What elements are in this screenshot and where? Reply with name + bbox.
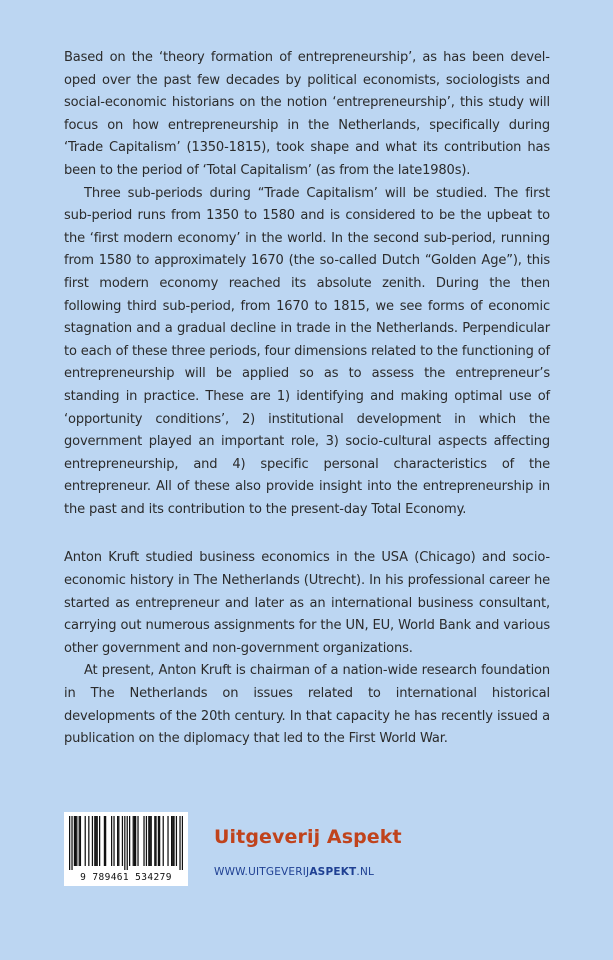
publisher-website[interactable]	[214, 866, 374, 878]
barcode-number: 9 789461 534279	[80, 872, 172, 883]
barcode-bar	[74, 816, 75, 866]
barcode-bar	[80, 816, 81, 866]
summary-paragraph-1: Based on the ‘theory formation of entrepreneurship’, as has been developed over the past few decades by political economists, sociologists and social-economic historians on the notion ‘entrepreneurship’, this study will focus on how entrepreneurship in the Netherlands, specifically during ‘Trade Capitalism’ (1350-1815), took shape and what its contribution has been to the period of ‘Total Capitalism’ (as from the late1980s).	[64, 50, 550, 178]
barcode-bar	[104, 816, 105, 866]
barcode-bar	[79, 816, 80, 866]
barcode-bar	[148, 816, 149, 866]
barcode-bar	[155, 816, 156, 866]
barcode-bar	[159, 816, 160, 866]
barcode-bar	[124, 816, 125, 870]
author-bio-paragraph-2: At present, Anton Kruft is chairman of a nation-wide research foundation in The Netherlands on issues related to international historical developments of the 20th century. In that capacity he has recently issued a publication on the diplomacy that led to the First World War.	[64, 663, 550, 747]
summary-paragraph-2: Three sub-periods during “Trade Capitalism’ will be studied. The first sub-period runs from 1350 to 1580 and is considered to be the upbeat to the ‘first modern economy’ in the world. In the second sub-period, running from 1580 to approximately 1670 (the so-called Dutch “Golden Age”), this first modern economy reached its absolute zenith. During the then following third sub-period, from 1670 to 1815, we see forms of economic stagnation and a gradual decline in trade in the Netherlands. Perpendicular to each of these three periods, four dimensions related to the functioning of entrepreneurship will be applied so as to assess the entrepreneur’s standing in practice. These are 1) identifying and making optimal use of ‘opportunity conditions’, 2) institutional development in which the government played an important role, 3) socio-cultural aspects affecting entrepreneurship, and 4) specific personal characteristics of the entrepreneur. All of these also provide insight into the entrepreneurship in the past and its contribution to the present-day Total Economy.	[64, 185, 550, 517]
barcode-bar	[135, 816, 136, 866]
back-cover-text	[64, 47, 550, 751]
isbn-barcode	[64, 812, 188, 886]
barcode-bar	[95, 816, 96, 866]
barcode-bar	[99, 816, 100, 866]
barcode-bar	[111, 816, 112, 866]
barcode-bar	[176, 816, 177, 866]
barcode-bar	[88, 816, 89, 866]
barcode-bar	[167, 816, 168, 866]
barcode-bar	[149, 816, 150, 866]
barcode-bar	[127, 816, 128, 870]
section-spacer	[64, 521, 550, 547]
barcode-bar	[137, 816, 138, 866]
barcode-bar	[122, 816, 123, 866]
publisher-name: Uitgeverij Aspekt	[214, 826, 402, 848]
website-bold: ASPEKT	[309, 866, 357, 878]
barcode-bar	[117, 816, 118, 866]
barcode-bar	[92, 816, 93, 866]
barcode-bar	[158, 816, 159, 866]
barcode-bar	[71, 816, 72, 870]
barcode-bar	[97, 816, 98, 866]
barcode-bar	[105, 816, 106, 866]
barcode-bar	[179, 816, 180, 870]
barcode-bar	[118, 816, 119, 866]
barcode-bar	[151, 816, 152, 866]
website-prefix: WWW.UITGEVERIJ	[214, 866, 310, 878]
barcode-bar	[173, 816, 174, 866]
barcode-bar	[129, 816, 130, 866]
barcode-bar	[69, 816, 70, 870]
barcode-bars	[69, 816, 183, 870]
barcode-bar	[143, 816, 144, 866]
barcode-bar	[163, 816, 164, 866]
barcode-bar	[76, 816, 77, 866]
barcode-bar	[154, 816, 155, 866]
website-suffix: .NL	[356, 866, 375, 878]
barcode-bar	[85, 816, 86, 866]
author-bio-paragraph-1: Anton Kruft studied business economics in the USA (Chicago) and socio-economic history in The Netherlands (Utrecht). In his professional career he started as entrepreneur and later as an international business consultant, carrying out numerous assignments for the UN, EU, World Bank and various other government and non-government organizations.	[64, 550, 550, 656]
barcode-bar	[172, 816, 173, 866]
barcode-bar	[113, 816, 114, 866]
barcode-bar	[171, 816, 172, 866]
barcode-bar	[134, 816, 135, 866]
barcode-bar	[75, 816, 76, 866]
barcode-bar	[182, 816, 183, 870]
barcode-bar	[146, 816, 147, 866]
barcode-bar	[133, 816, 134, 866]
barcode-bar	[94, 816, 95, 866]
